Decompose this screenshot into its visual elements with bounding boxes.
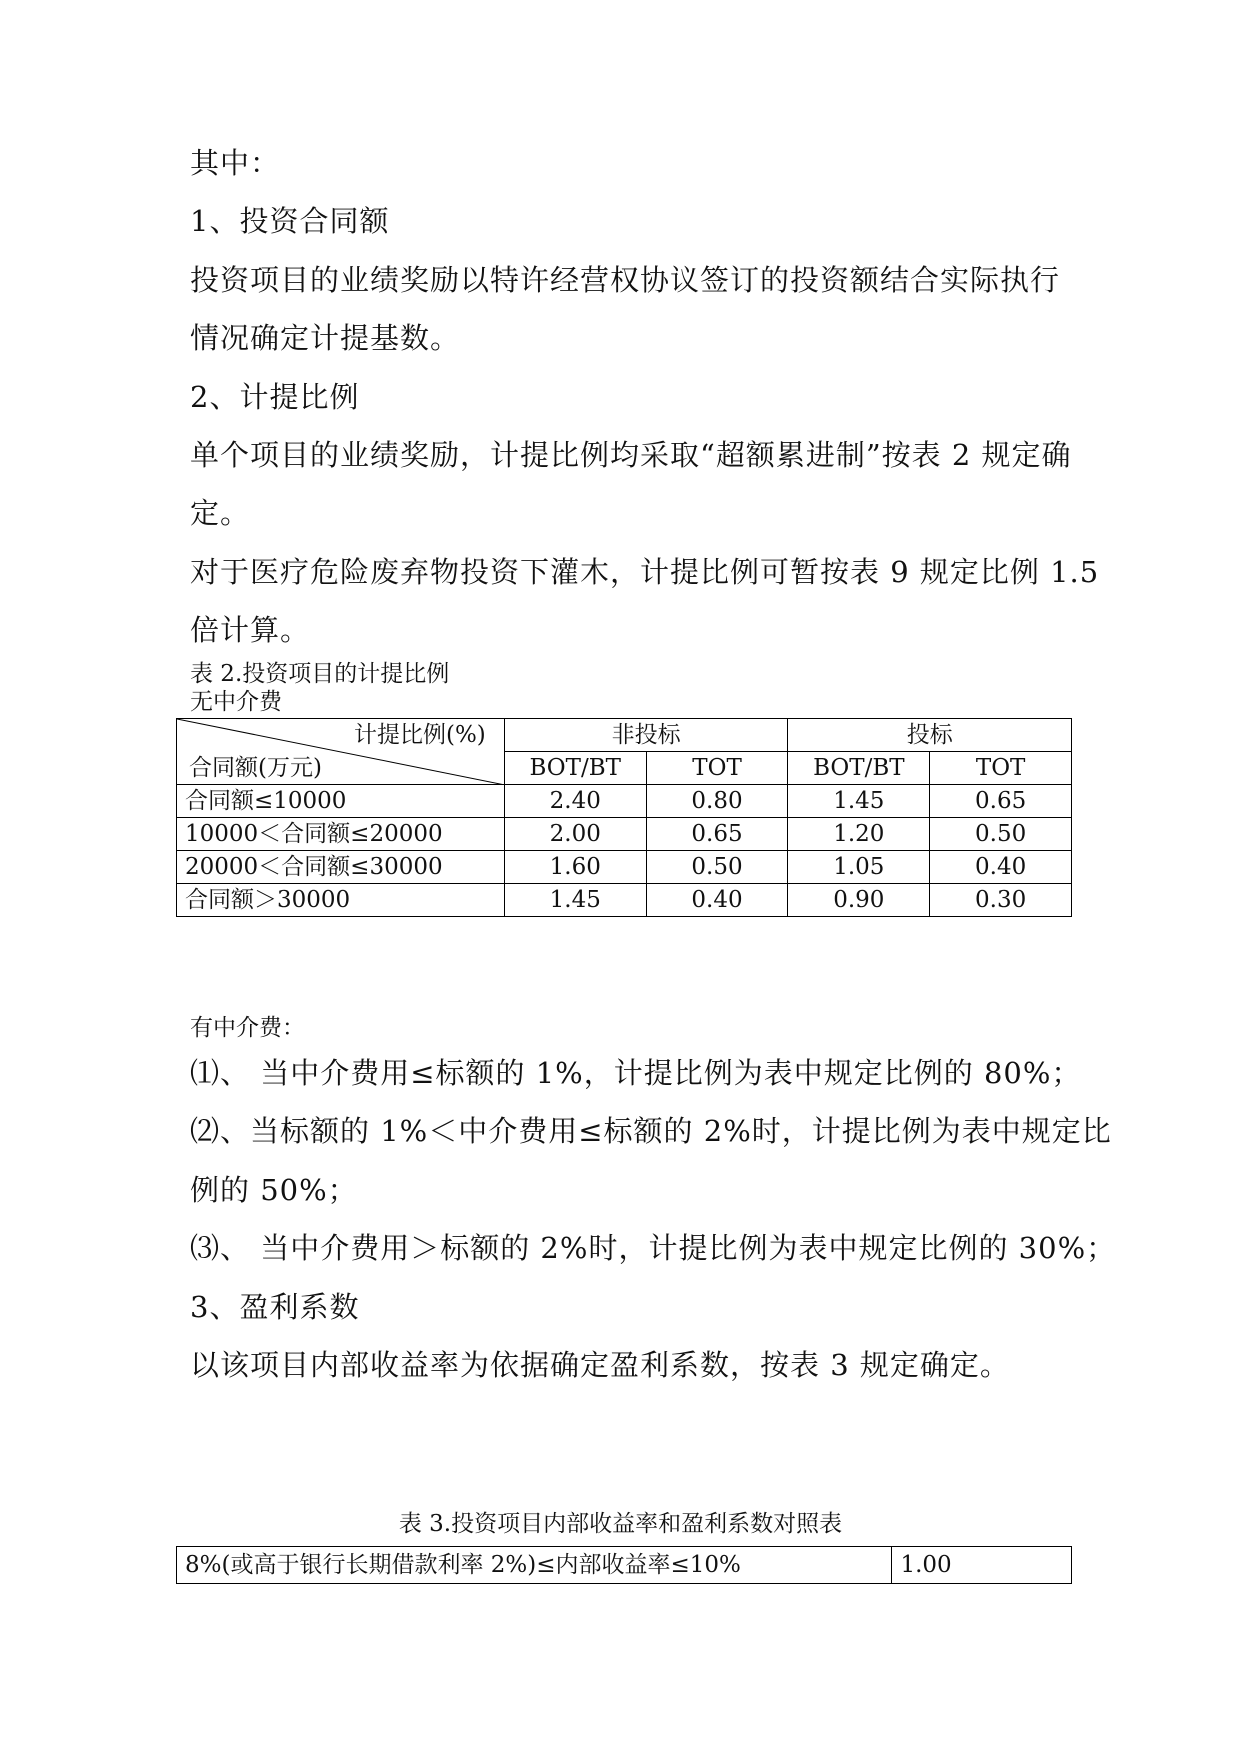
fee-item-1: ⑴、 当中介费用≤标额的 1%，计提比例为表中规定比例的 80%； (190, 1056, 1082, 1090)
table2-group-header: 非投标 (504, 719, 788, 752)
table2-subheader: BOT/BT (788, 752, 930, 785)
table3-condition: 8%(或高于银行长期借款利率 2%)≤内部收益率≤10% (177, 1547, 892, 1584)
paragraph-3-line2: 倍计算。 (190, 613, 311, 647)
table2-cell: 0.40 (646, 884, 788, 917)
paragraph-intro: 其中： (190, 146, 281, 180)
table2-cell: 1.05 (788, 851, 930, 884)
table2-row-label: 合同额≤10000 (177, 785, 505, 818)
table2-subheader: TOT (646, 752, 788, 785)
table2-row-label: 20000＜合同额≤30000 (177, 851, 505, 884)
table2-row-label: 10000＜合同额≤20000 (177, 818, 505, 851)
table2-cell: 0.40 (930, 851, 1072, 884)
table2-subheader: BOT/BT (504, 752, 646, 785)
table2-cell: 0.50 (646, 851, 788, 884)
table2-cell: 0.50 (930, 818, 1072, 851)
table2-cell: 0.90 (788, 884, 930, 917)
table2-subheader: TOT (930, 752, 1072, 785)
table2 (176, 718, 1072, 917)
fee-item-3: ⑶、 当中介费用＞标额的 2%时，计提比例为表中规定比例的 30%； (190, 1231, 1117, 1265)
table2-caption: 表 2.投资项目的计提比例 (190, 661, 450, 687)
fee-item-2-line1: ⑵、当标额的 1%＜中介费用≤标额的 2%时，计提比例为表中规定比 (190, 1114, 1112, 1148)
table-row (177, 884, 1072, 917)
table2-subcaption: 无中介费 (190, 689, 282, 715)
table3 (176, 1546, 1072, 1584)
table2-corner-bottom-label: 合同额(万元) (189, 755, 322, 781)
table2-cell: 0.65 (646, 818, 788, 851)
table2-cell: 1.45 (788, 785, 930, 818)
paragraph-2-line2: 定。 (190, 496, 251, 530)
section-heading-1: 1、投资合同额 (190, 204, 390, 238)
paragraph-1-line1: 投资项目的业绩奖励以特许经营权协议签订的投资额结合实际执行 (190, 263, 1061, 297)
table2-row-label: 合同额＞30000 (177, 884, 505, 917)
table2-cell: 1.20 (788, 818, 930, 851)
section-heading-2: 2、计提比例 (190, 380, 360, 414)
table2-header-row (177, 719, 1072, 752)
table-row (177, 818, 1072, 851)
table2-cell: 0.65 (930, 785, 1072, 818)
table2-corner-top-label: 计提比例(%) (353, 722, 486, 748)
section3-text: 以该项目内部收益率为依据确定盈利系数，按表 3 规定确定。 (190, 1348, 1010, 1382)
table3-value: 1.00 (892, 1547, 1072, 1584)
table2-group-header: 投标 (788, 719, 1072, 752)
section-heading-3: 3、盈利系数 (190, 1290, 360, 1324)
table2-corner-cell (177, 719, 505, 785)
table2-cell: 1.45 (504, 884, 646, 917)
fee-label: 有中介费： (190, 1015, 305, 1041)
table-row (177, 851, 1072, 884)
table-row (177, 1547, 1072, 1584)
table2-cell: 2.40 (504, 785, 646, 818)
paragraph-1-line2: 情况确定计提基数。 (190, 321, 461, 355)
table2-cell: 2.00 (504, 818, 646, 851)
paragraph-2-line1: 单个项目的业绩奖励，计提比例均采取“超额累进制”按表 2 规定确 (190, 438, 1072, 472)
table-row (177, 785, 1072, 818)
table3-caption: 表 3.投资项目内部收益率和盈利系数对照表 (398, 1511, 843, 1537)
table2-cell: 0.80 (646, 785, 788, 818)
paragraph-3-line1: 对于医疗危险废弃物投资下灌木，计提比例可暂按表 9 规定比例 1.5 (190, 555, 1100, 589)
table2-cell: 1.60 (504, 851, 646, 884)
table2-cell: 0.30 (930, 884, 1072, 917)
fee-item-2-line2: 例的 50%； (190, 1173, 358, 1207)
